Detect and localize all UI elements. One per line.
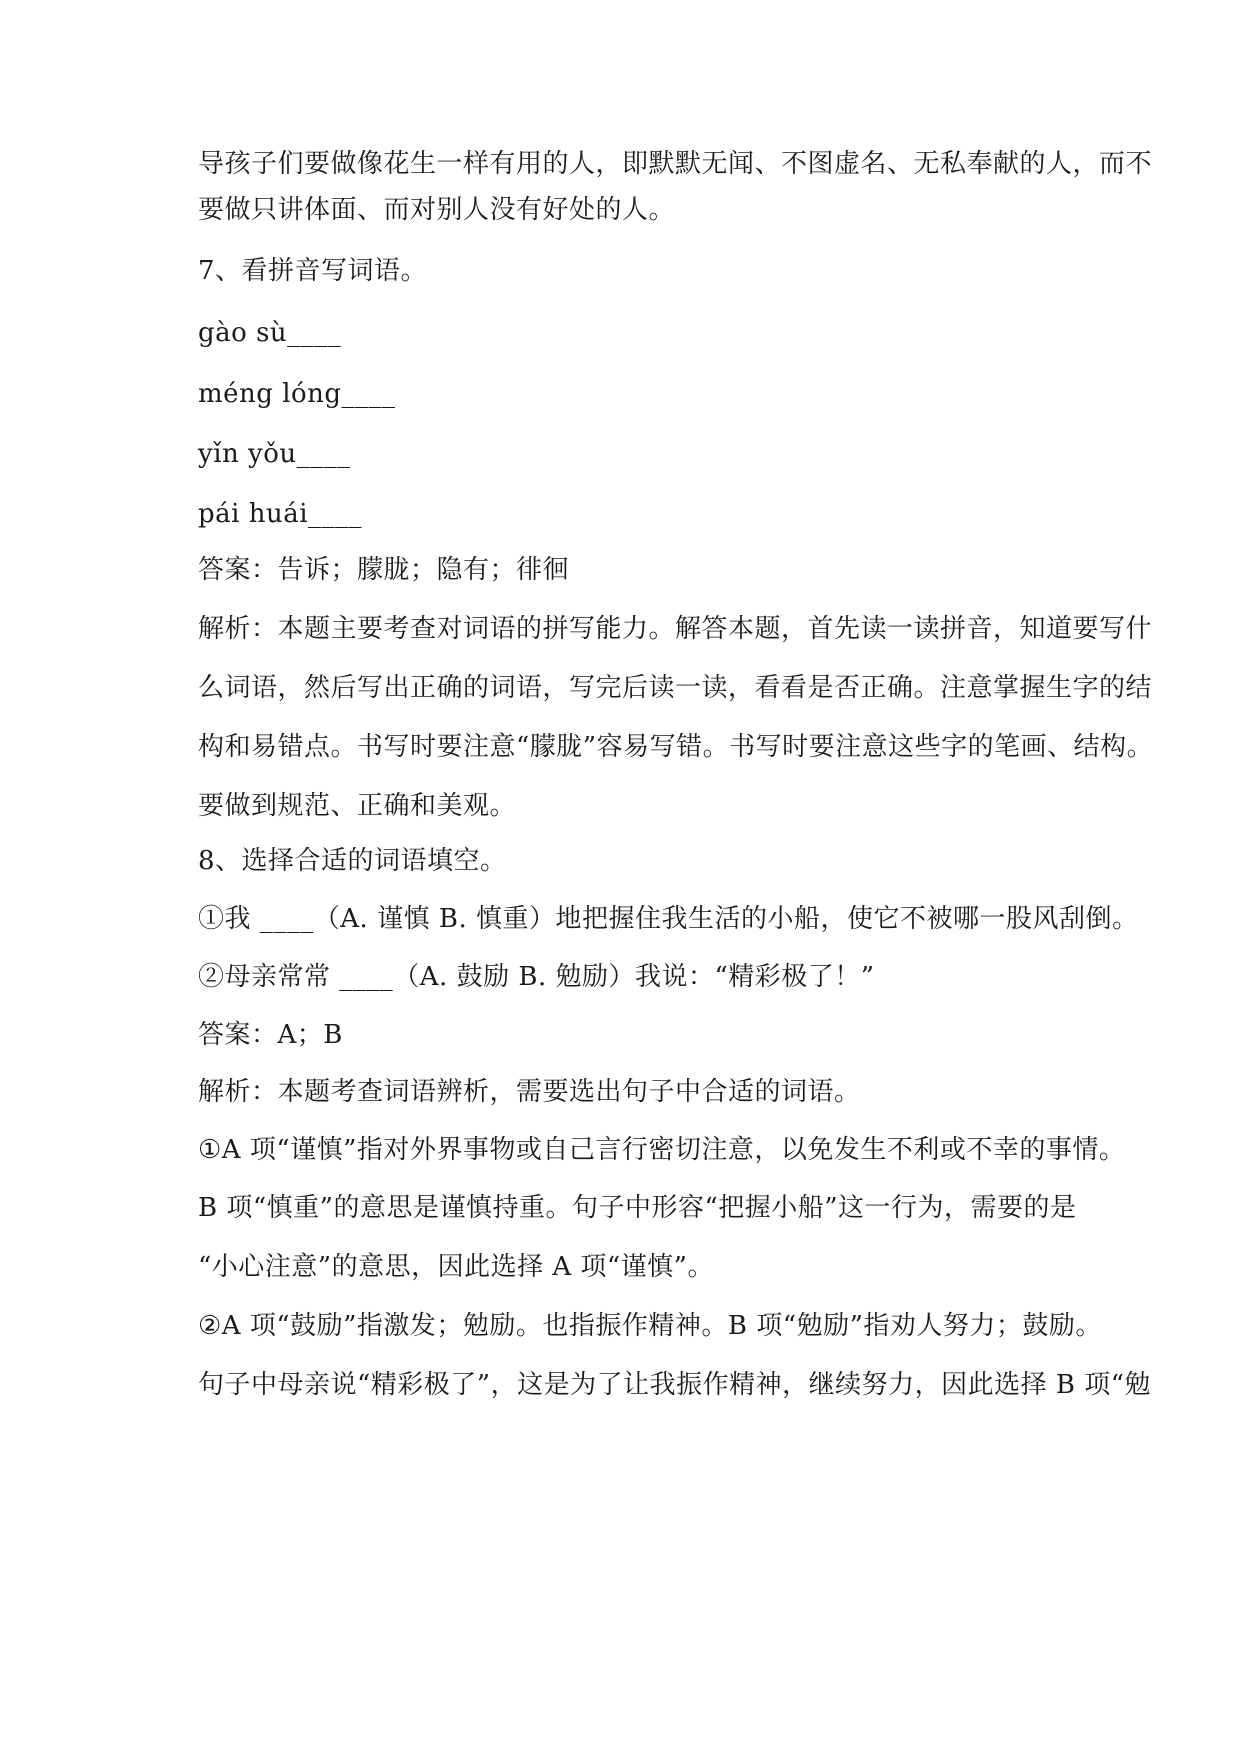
question-8-item-2: ②母亲常常 ____（A. 鼓励 B. 勉励）我说：“精彩极了！” bbox=[198, 962, 875, 992]
pinyin-item: méng lóng____ bbox=[198, 379, 396, 409]
analysis-line: 句子中母亲说“精彩极了”，这是为了让我振作精神，继续努力，因此选择 B 项“勉 bbox=[198, 1370, 1152, 1400]
pinyin-item: pái huái____ bbox=[198, 499, 363, 529]
analysis-line: 解析：本题主要考查对词语的拼写能力。解答本题，首先读一读拼音，知道要写什 bbox=[198, 614, 1153, 644]
analysis-line: ①A 项“谨慎”指对外界事物或自己言行密切注意，以免发生不利或不幸的事情。 bbox=[198, 1135, 1126, 1165]
analysis-line: 解析：本题考查词语辨析，需要选出句子中合适的词语。 bbox=[198, 1077, 861, 1107]
analysis-line: 构和易错点。书写时要注意“朦胧”容易写错。书写时要注意这些字的笔画、结构。 bbox=[198, 732, 1154, 762]
answer-line: 答案：A；B bbox=[198, 1020, 343, 1050]
analysis-line: 要做到规范、正确和美观。 bbox=[198, 791, 517, 821]
analysis-line: 么词语，然后写出正确的词语，写完后读一读，看看是否正确。注意掌握生字的结 bbox=[198, 673, 1153, 703]
paragraph-line: 导孩子们要做像花生一样有用的人，即默默无闻、不图虚名、无私奉献的人，而不 bbox=[198, 149, 1153, 179]
analysis-line: ②A 项“鼓励”指激发；勉励。也指振作精神。B 项“勉励”指劝人努力；鼓励。 bbox=[198, 1311, 1102, 1341]
answer-line: 答案：告诉；朦胧；隐有；徘徊 bbox=[198, 555, 570, 585]
analysis-line: B 项“慎重”的意思是谨慎持重。句子中形容“把握小船”这一行为，需要的是 bbox=[198, 1193, 1077, 1223]
question-7-heading: 7、看拼音写词语。 bbox=[198, 256, 428, 286]
analysis-line: “小心注意”的意思，因此选择 A 项“谨慎”。 bbox=[198, 1252, 714, 1282]
pinyin-item: yǐn yǒu____ bbox=[198, 439, 351, 469]
pinyin-item: gào sù____ bbox=[198, 318, 342, 348]
paragraph-line: 要做只讲体面、而对别人没有好处的人。 bbox=[198, 195, 676, 225]
question-8-item-1: ①我 ____（A. 谨慎 B. 慎重）地把握住我生活的小船，使它不被哪一股风刮倒。 bbox=[198, 904, 1139, 934]
question-8-heading: 8、选择合适的词语填空。 bbox=[198, 846, 507, 876]
